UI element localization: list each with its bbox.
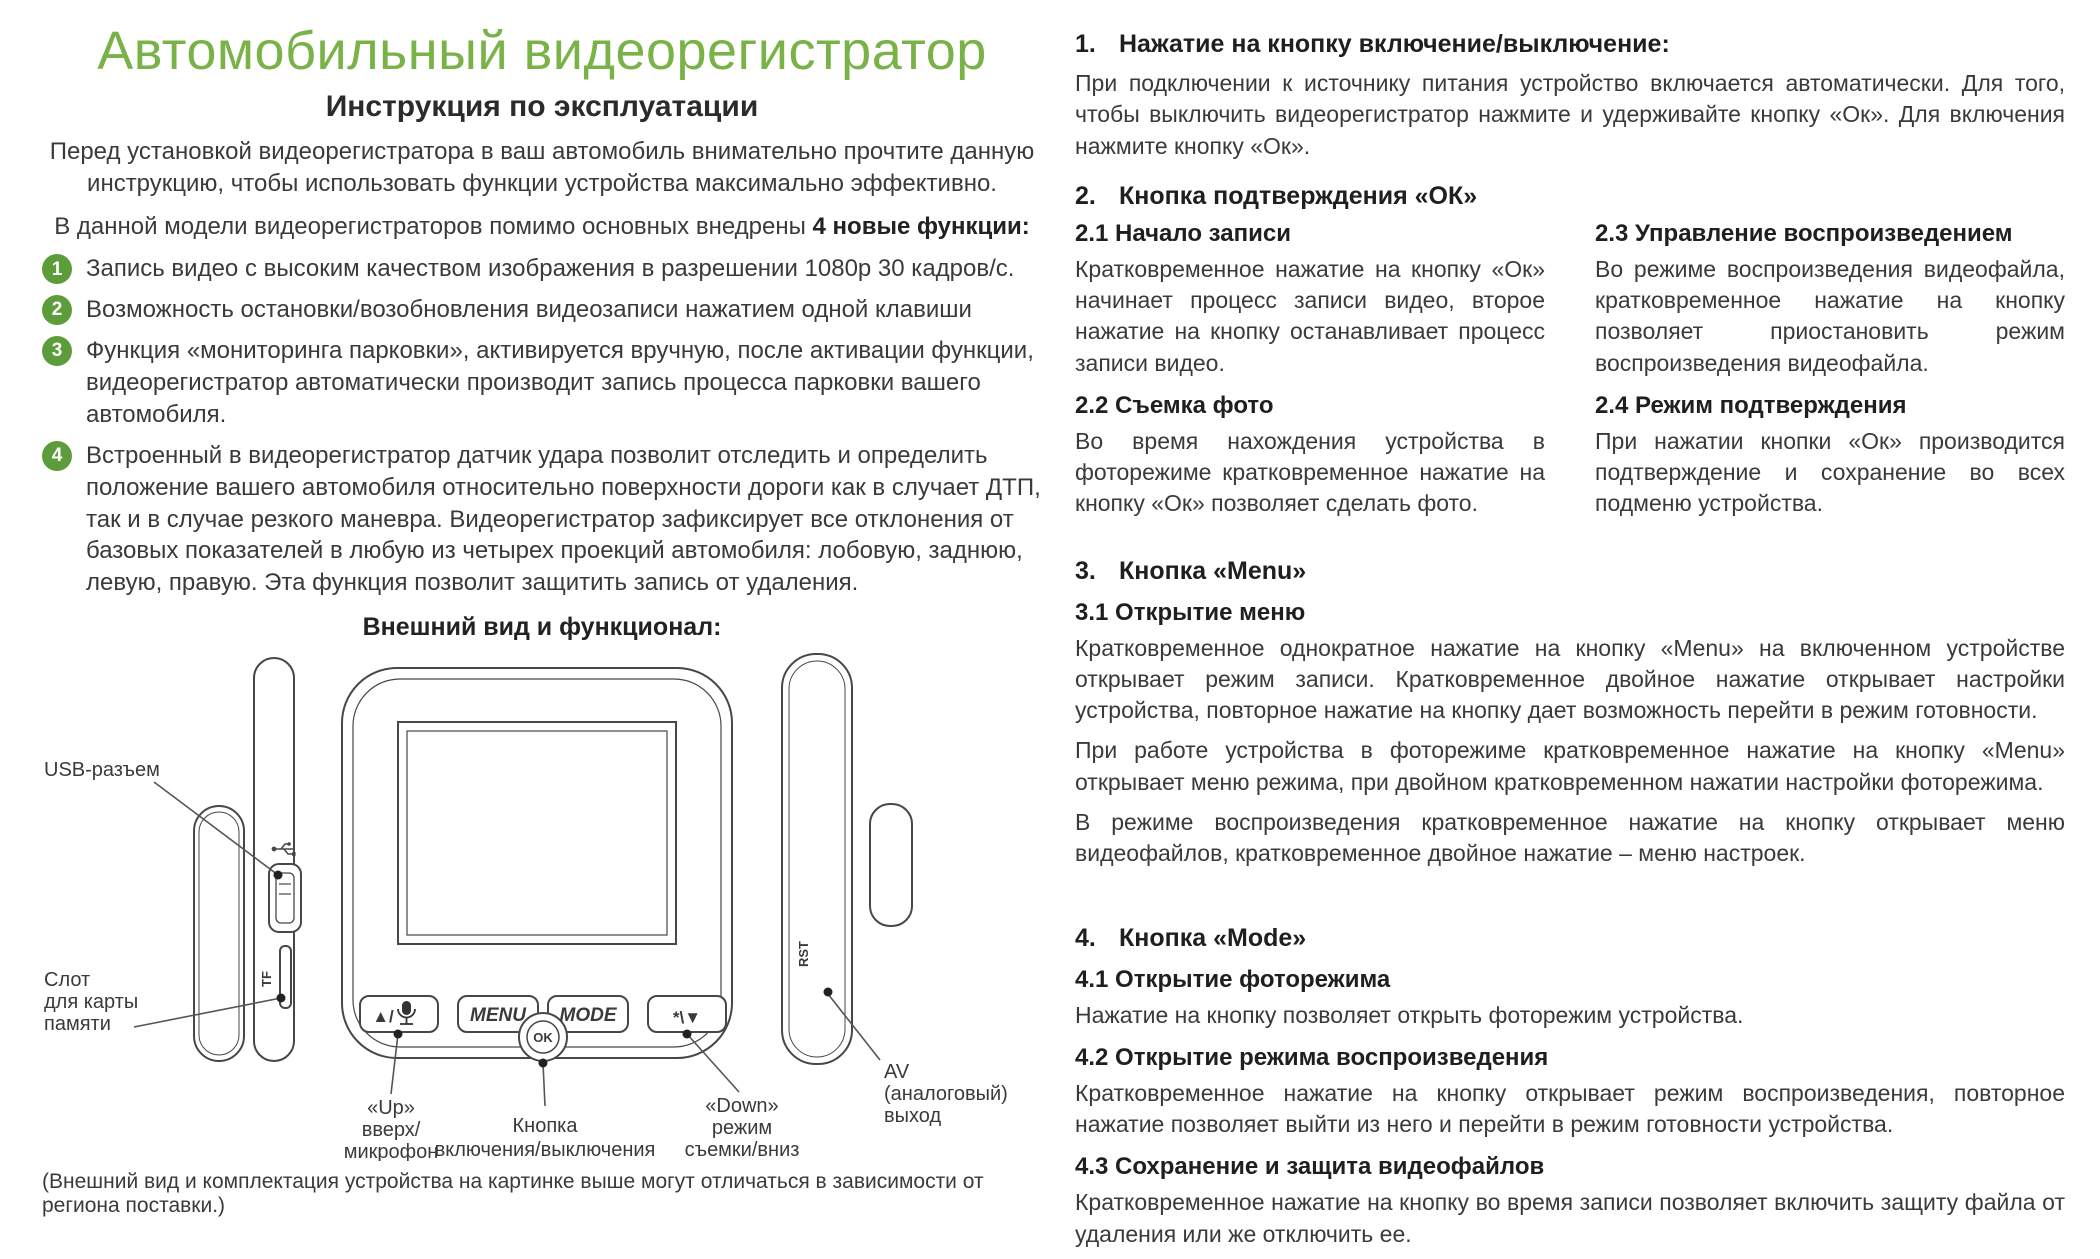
usb-port-inner <box>276 873 294 923</box>
subsection-paragraph: Кратковременное однократное нажатие на кнопку «Menu» на включенном устройстве открывает режим записи. Кратковременное двойное нажатие открывает настройки устройства, повторное нажатие на кнопку дает возможность перейти в режим готовности. <box>1075 634 2065 724</box>
slot-label-line3: памяти <box>44 1013 111 1036</box>
section-title: Кнопка «Menu» <box>1119 556 1307 585</box>
av-label-line3: выход <box>884 1105 942 1128</box>
ok-subcolumn-left <box>1075 220 1545 529</box>
feature-text: Функция «мониторинга парковки», активируется вручную, после активации функции, видеорегистратор автоматически производит запись процесса парковки вашего автомобиля. <box>86 336 1034 428</box>
dashcam-line-drawing <box>42 646 1032 1161</box>
feature-item <box>42 440 1042 600</box>
up-mic-button-label: ▲/ <box>372 1007 394 1027</box>
subsection-paragraph: Во режиме воспроизведения видеофайла, кратковременное нажатие на кнопку позволяет приостановить режим воспроизведения видеофайла. <box>1595 255 2065 376</box>
section-menu-button <box>1075 557 2065 870</box>
device-diagram <box>42 646 1032 1166</box>
slot-label-line2: для карты <box>44 991 139 1014</box>
up-label-line1: «Up» <box>367 1097 415 1120</box>
diagram-heading: Внешний вид и функционал: <box>362 613 722 642</box>
section-ok-button <box>1075 182 2065 529</box>
menu-button-label: MENU <box>470 1005 526 1027</box>
rst-label: RST <box>796 941 811 968</box>
mode-button-label: MODE <box>559 1005 617 1027</box>
section-title: Кнопка подтверждения «ОК» <box>1119 181 1478 210</box>
subsection-paragraph: Кратковременное нажатие на кнопку «Ок» начинает процесс записи видео, второе нажатие на кнопку останавливает процесс записи видео. <box>1075 255 1545 376</box>
up-label-line2: вверх/ <box>361 1119 421 1142</box>
feature-item <box>42 294 1042 326</box>
intro-paragraph-2 <box>42 211 1042 243</box>
subsection-heading: 2.2 Съемка фото <box>1075 391 1274 419</box>
subsection-heading: 2.3 Управление воспроизведением <box>1595 219 2013 247</box>
section-heading <box>1075 30 2065 59</box>
up-callout-dot <box>394 1030 403 1039</box>
ok-callout-dot <box>539 1059 548 1068</box>
feature-number-badge: 2 <box>42 295 72 325</box>
section-number: 1. <box>1075 30 1096 58</box>
device-screen <box>398 722 676 944</box>
section-number: 2. <box>1075 181 1096 210</box>
down-label-line3: съемки/вниз <box>684 1139 800 1162</box>
feature-text: Запись видео с высоким качеством изображения в разрешении 1080p 30 кадров/с. <box>86 255 1015 283</box>
section-heading <box>1075 924 2065 953</box>
subsection-paragraph: В режиме воспроизведения кратковременное нажатие на кнопку открывает меню видеофайлов, кратковременное двойное нажатие – меню настроек. <box>1075 808 2065 867</box>
down-button-label: *\▼ <box>672 1008 702 1028</box>
down-label-line1: «Down» <box>705 1095 779 1118</box>
feature-number-badge: 1 <box>42 254 72 284</box>
section-title: Нажатие на кнопку включение/выключение: <box>1119 30 1670 58</box>
subsection-paragraph: Нажатие на кнопку позволяет открыть фоторежим устройства. <box>1075 1001 1744 1028</box>
mount-arm-right <box>782 654 852 1064</box>
power-label-line1: Кнопка <box>512 1115 578 1138</box>
section-heading <box>1075 182 2065 211</box>
mount-clip-right <box>870 804 912 926</box>
up-label-line3: микрофон <box>343 1141 439 1162</box>
feature-text: Встроенный в видеорегистратор датчик удара позволит отследить и определить положение вашего автомобиля относительно поверхности дороги как в случает ДТП, так и в случае резкого маневра. Видеорегистратор зафиксирует все отклонения от базовых показателей в любую из четырех проекций автомобиля: лобовую, заднюю, левую, правую. Эта функция позволит защитить запись от удаления. <box>86 441 1041 597</box>
subtitle: Инструкция по эксплуатации <box>325 90 759 123</box>
section-number: 3. <box>1075 556 1096 585</box>
feature-list <box>42 253 1042 599</box>
subsection-heading: 4.1 Открытие фоторежима <box>1075 965 1391 993</box>
subsection-heading: 4.3 Сохранение и защита видеофайлов <box>1075 1153 1545 1181</box>
ok-button-label: OK <box>533 1030 553 1046</box>
ok-callout-line <box>543 1063 545 1106</box>
av-label-line2: (аналоговый) <box>884 1083 1008 1106</box>
feature-text: Возможность остановки/возобновления видеозаписи нажатием одной клавиши <box>86 296 972 324</box>
usb-callout-dot <box>274 871 283 880</box>
subsection-heading: 4.2 Открытие режима воспроизведения <box>1075 1043 1549 1071</box>
slot-callout-dot <box>277 994 286 1003</box>
page-title: Автомобильный видеорегистратор <box>97 21 987 81</box>
section-number: 4. <box>1075 923 1096 952</box>
footnote: (Внешний вид и комплектация устройства на картинке выше могут отличаться в зависимости от региона поставки.) <box>42 1170 984 1218</box>
ok-subcolumn-right <box>1595 220 2065 529</box>
usb-label: USB-разъем <box>44 759 160 782</box>
overview-column <box>42 20 1042 1218</box>
subsection-paragraph: Во время нахождения устройства в фоторежиме кратковременное нажатие на кнопку «Ок» позволяет сделать фото. <box>1075 427 1545 517</box>
instructions-column <box>1075 30 2065 1259</box>
section-power-button <box>1075 30 2065 162</box>
intro-paragraph-1: Перед установкой видеорегистратора в ваш автомобиль внимательно прочтите данную инструкцию, чтобы использовать функции устройства максимально эффективно. <box>49 138 1035 198</box>
subsection-heading: 2.1 Начало записи <box>1075 219 1291 247</box>
subsection-paragraph: При работе устройства в фоторежиме кратковременное нажатие на кнопку «Menu» открывает меню режима, при двойном кратковременном нажатии настройки фоторежима. <box>1075 737 2065 795</box>
feature-item <box>42 335 1042 431</box>
section-heading <box>1075 557 2065 586</box>
section-title: Кнопка «Mode» <box>1119 923 1307 952</box>
down-callout-dot <box>683 1030 692 1039</box>
power-label-line2: включения/выключения <box>434 1139 656 1162</box>
subsection-paragraph: При нажатии кнопки «Ок» производится подтверждение и сохранение во всех подменю устройства. <box>1595 427 2065 517</box>
slot-label-line1: Слот <box>44 969 91 992</box>
subsection-paragraph: Кратковременное нажатие на кнопку открывает режим воспроизведения, повторное нажатие позволяет выйти из него и перейти в режим готовности устройства. <box>1075 1079 2065 1138</box>
subsection-heading: 2.4 Режим подтверждения <box>1595 391 1907 419</box>
section-mode-button <box>1075 924 2065 1250</box>
feature-number-badge: 4 <box>42 441 72 471</box>
reset-hole-dot <box>824 988 833 997</box>
tf-slot-label: TF <box>259 971 274 988</box>
intro-2-text: В данной модели видеорегистраторов помимо основных внедрены <box>54 212 813 240</box>
subsection-paragraph: Кратковременное нажатие на кнопку во время записи позволяет включить защиту файла от удаления или же отключить ее. <box>1075 1189 2065 1247</box>
intro-2-bold: 4 новые функции: <box>812 212 1030 240</box>
section-paragraph: При подключении к источнику питания устройство включается автоматически. Для того, чтобы выключить видеорегистратор нажмите и удерживайте кнопку «Ок». Для включения нажмите кнопку «Ок». <box>1075 70 2065 159</box>
feature-item <box>42 253 1042 285</box>
subsection-heading: 3.1 Открытие меню <box>1075 598 1306 626</box>
ok-subsections <box>1075 220 2065 529</box>
av-label-line1: AV <box>884 1061 910 1084</box>
feature-number-badge: 3 <box>42 336 72 366</box>
down-label-line2: режим <box>711 1117 773 1140</box>
